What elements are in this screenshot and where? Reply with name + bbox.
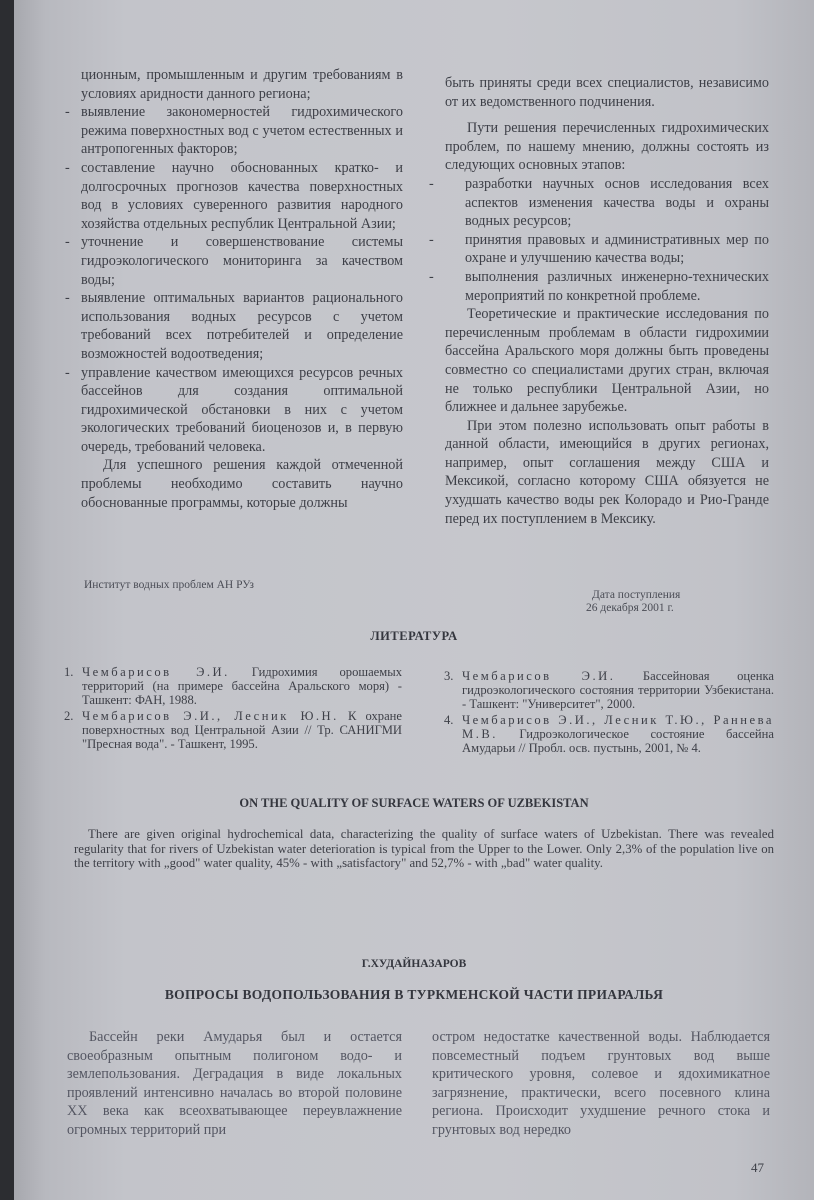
english-title: ON THE QUALITY OF SURFACE WATERS OF UZBEKISTAN [239,796,589,810]
next-article-left-column [67,1028,402,1140]
reference-author: Чембарисов Э.И., Лесник Т.Ю., Раннева М.В. [462,713,774,742]
paragraph: При этом полезно использовать опыт работы в данной области, имеющийся в других регионах, например, опыт соглашения между США и Мексикой, согласно которому США обязуется не ухудшать качество воды рек Колорадо и Рио-Гранде перед их поступлением в Мексику. [445,417,769,527]
paragraph: Пути решения перечисленных гидрохимических проблем, по нашему мнению, должны состоять из следующих основных этапов: [445,120,769,174]
reference-item: 1. Чембарисов Э.И. Гидрохимия орошаемых территорий (на примере бассейна Аральского моря) - Ташкент: ФАН, 1988. [64,665,402,708]
literature-heading: ЛИТЕРАТУРА [370,629,458,643]
journal-page [14,0,814,1200]
reference-author: Чембарисов Э.И. [462,669,616,683]
paragraph: Бассейн реки Амударья был и остается своеобразным опытным полигоном водо- и землепользования. Деградация в виде локальных проявлений интенсивно началась во второй половине XX века как всеохватывающее переувлажнение огромных территорий при [67,1029,402,1138]
paragraph: быть приняты среди всех специалистов, независимо от их ведомственного подчинения. [445,75,769,110]
list-item: - выявление оптимальных вариантов рационального использования водных ресурсов с учетом требований всех потребителей и определение возможностей водоотведения; [65,290,403,362]
right-column [429,74,769,528]
list-item: - уточнение и совершенствование системы гидроэкологического мониторинга за качеством воды; [65,234,403,288]
received-label: Дата поступления [592,589,681,601]
reference-item: 2. Чембарисов Э.И., Лесник Ю.Н. К охране поверхностных вод Центральной Азии // Тр. САНИГМИ "Пресная вода". - Ташкент, 1995. [64,709,402,752]
paragraph: Для успешного решения каждой отмеченной проблемы необходимо составить научно обоснованные программы, которые должны [81,457,403,511]
list-item: - разработки научных основ исследования всех аспектов изменения качества воды и охраны водных ресурсов; [429,175,769,230]
english-abstract: There are given original hydrochemical data, characterizing the quality of surface waters of Uzbekistan. There was revealed regularity that for rivers of Uzbekistan water deterioration is typical from the Upper to the Lower. Only 2,3% of the population live on the territory with „good" water quality, 45% - with „satisfactory" and 52,7% - with „bad" water quality. [74,827,774,871]
paragraph: остром недостатке качественной воды. Наблюдается повсеместный подъем грунтовых вод выше критического уровня, солевое и ядохимикатное загрязнение, практически, всего посевного клина региона. Происходит ухудшение речного стока и грунтовых вод нередко [432,1029,770,1138]
list-item: - составление научно обоснованных кратко- и долгосрочных прогнозов качества поверхностных вод в условиях суверенного развития народного хозяйства отдельных республик Центральной Азии; [65,159,403,232]
next-article-title: ВОПРОСЫ ВОДОПОЛЬЗОВАНИЯ В ТУРКМЕНСКОЙ ЧАСТИ ПРИАРАЛЬЯ [164,987,664,1002]
list-item: - выполнения различных инженерно-технических мероприятий по конкретной проблеме. [429,268,769,304]
affiliation: Институт водных проблем АН РУз [84,579,254,591]
paragraph: Теоретические и практические исследования по перечисленным проблемам в области гидрохимии бассейна Аральского моря должны быть проведены совместно со специалистами других стран, включая не только республики Центральной Азии, но ближнее и дальнее зарубежье. [445,306,769,416]
received-date: 26 декабря 2001 г. [586,602,674,614]
left-column [65,66,403,512]
list-item: - управление качеством имеющихся ресурсов речных бассейнов для создания оптимальной гидрохимической обстановки в них с учетом экологических требований биоценозов и, в первую очередь, требований человека. [65,364,403,455]
reference-item: 3. Чембарисов Э.И. Бассейновая оценка гидроэкологического состояния территории Узбекистана. - Ташкент: "Университет", 2000. [444,669,775,712]
reference-author: Чембарисов Э.И. [82,665,230,679]
reference-author: Чембарисов Э.И., Лесник Ю.Н. [82,709,339,723]
list-item: - принятия правовых и административных мер по охране и улучшению качества воды; [429,231,769,267]
paragraph: ционным, промышленным и другим требованиям в условиях аридности данного региона; [81,67,403,102]
next-article-right-column [432,1028,770,1140]
list-item: - выявление закономерностей гидрохимического режима поверхностных вод с учетом естественных и антропогенных факторов; [65,104,403,158]
page-number: 47 [751,1160,764,1175]
reference-item: 4. Чембарисов Э.И., Лесник Т.Ю., Раннева М.В. Гидроэкологическое состояние бассейна Амударьи // Пробл. осв. пустынь, 2001, № 4. [444,713,775,756]
next-article-author: Г.ХУДАЙНАЗАРОВ [361,958,467,970]
